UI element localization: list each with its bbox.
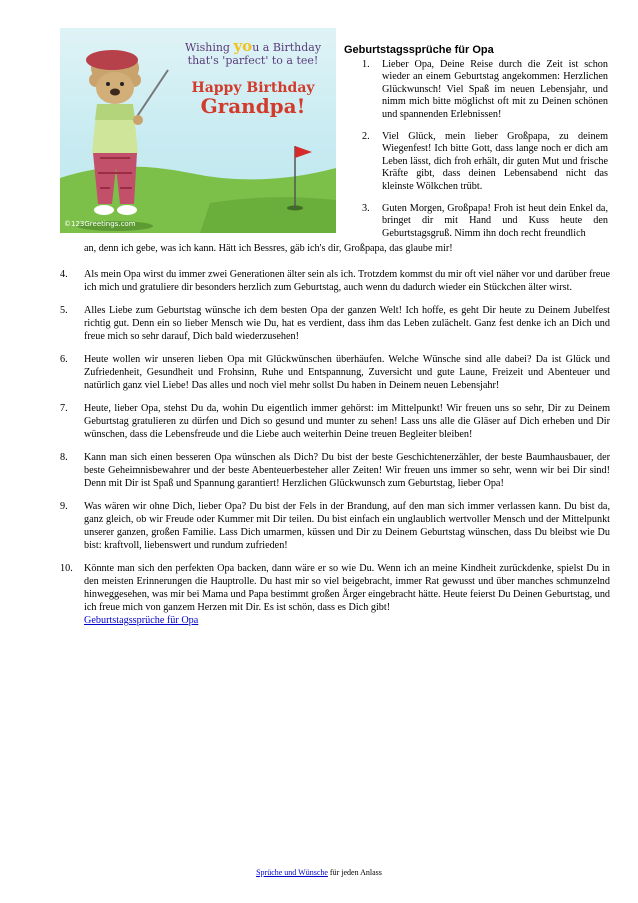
card-wish-line2: that's 'parfect' to a tee! [187,54,319,67]
item-number: 2. [362,131,370,143]
item-number: 6. [60,354,68,365]
card-grandpa: Grandpa! [200,94,306,118]
card-watermark: ©123Greetings.com [64,220,136,228]
item-number: 7. [60,403,68,414]
list-item [60,268,610,294]
item-text-block [84,562,610,627]
list-item [346,203,608,240]
item-text: Als mein Opa wirst du immer zwei Generationen älter sein als ich. Trotzdem kommst du mir oft viel näher vor und darüber freue ich mich und gratuliere dir besonders herzlich zum Geburtstag, auch wenn du dadurch wieder ein Stückchen älter wirst. [84,269,610,293]
item-3-continuation: an, denn ich gebe, was ich kann. Hätt ich Bessres, gäb ich's dir, Großpapa, das glaube mir! [84,243,453,254]
item-number: 10. [60,563,73,574]
item-number: 3. [362,203,370,215]
list-item [60,451,610,490]
page-footer [0,868,638,877]
item-text: Lieber Opa, Deine Reise durch die Zeit ist schon wieder an einem Geburtstag angekommen: Herzlichen Glückwunsch! Viel Spaß im neuen Lebensjahr, und nimm mich bitte möglichst oft mit zu Deinen schönen und spannenden Erlebnissen! [382,59,608,120]
card-wish-u: u [252,41,260,54]
item-text: Viel Glück, mein lieber Großpapa, zu deinem Wiegenfest! Ich bitte Gott, dass lange noch er dich am Leben lässt, dich froh erhält, dir guten Mut und frische Kräfte gibt, dass deinen Lebensabend nicht das kleinste Wölkchen trübt. [382,131,608,192]
item-text: Heute wollen wir unseren lieben Opa mit Glückwünschen überhäufen. Welche Wünsche sind alle dabei? Da ist Glück und Zufriedenheit, Gesundheit und Frohsinn, Ruhe und Entspannung, Zuversicht und gute Laune, Freizeit und Abenteuer und natürlich ganz viel Liebe! Das alles und noch viel mehr sollst Du haben in Deinem neuen Lebensjahr! [84,354,610,391]
list-item [60,402,610,441]
item-text: Könnte man sich den perfekten Opa backen, dann wäre er so wie Du. Wenn ich an meine Kindheit zurückdenke, spielst Du in den meisten Erinnerungen die Hauptrolle. Du hast mir so viel beigebracht, immer Rat gewusst und über manches schmunzelnd hinweggesehen, was mir bei Mama und Papa bestimmt großen Ärger eingebracht hätte. Heute feierst Du Deinen Geburtstag, und ich freue mich von ganzem Herzen mit Dir. Es ist schön, dass es Dich gibt! [84,563,611,613]
footer-text: für jeden Anlass [327,868,382,877]
geburtstagssprueche-link[interactable]: Geburtstagssprüche für Opa [84,615,199,626]
card-happy-birthday: Happy Birthday [191,80,315,96]
card-wish-line [178,37,328,67]
birthday-card-image [60,28,336,233]
side-list [346,59,608,250]
card-wish-after: a Birthday [259,41,322,54]
item-text: Alles Liebe zum Geburtstag wünsche ich dem besten Opa der ganzen Welt! Ich hoffe, es geht Dir heute zu Deinem Jubelfest richtig gut. Denn ein so lieber Mensch wie Du, hat es verdient, dass ihm das Leben zulächelt. Ganz fest denke ich an Dich und freue mich so sehr darauf, Dich bald wiederzusehen! [84,305,610,342]
list-item [346,59,608,121]
list-item [60,304,610,343]
list-item [60,353,610,392]
list-item [60,500,610,552]
card-wish-before: Wishing [184,41,234,54]
item-number: 9. [60,501,68,512]
list-item [60,562,610,627]
footer-link[interactable]: Sprüche und Wünsche [256,868,328,877]
item-text: Kann man sich einen besseren Opa wünschen als Dich? Du bist der beste Geschichtenerzähler, der beste Baumhausbauer, der beste Geheimnisbewahrer und der beste Abenteuerbesteher aller Zeiten! Wir freuen uns immer so sehr, wenn wir bei Dir sind! Denn mit Dir ist Spaß und Spannung garantiert! Herzlichen Glückwunsch zum Geburtstag, lieber Opa! [84,452,610,489]
list-item [346,131,608,193]
item-number: 4. [60,269,68,280]
page-title: Geburtstagssprüche für Opa [344,44,494,56]
item-text: Guten Morgen, Großpapa! Froh ist heut dein Enkel da, bringet dir mit Hand und Kuss heute den Geburtstagsgruß. Nimm ihn doch recht freundlich [382,203,608,239]
main-list [60,268,610,637]
item-number: 5. [60,305,68,316]
item-number: 1. [362,59,370,70]
item-text: Was wären wir ohne Dich, lieber Opa? Du bist der Fels in der Brandung, auf den man sich immer verlassen kann. Du bist da, ganz gleich, ob wir Freude oder Kummer mit Dir teilen. Du bist einfach ein unglaublich wertvoller Mensch und der Mittelpunkt unserer ganzen, großen Familie. Lass Dich umarmen, küssen und Dir zu Deinem Geburtstag wünschen, dass Du bleibst wie Du bist: kraftvoll, liebenswert und rundum zufrieden! [84,501,610,551]
card-wish-you: yo [233,37,253,55]
item-number: 8. [60,452,68,463]
item-text: Heute, lieber Opa, stehst Du da, wohin Du eigentlich immer gehörst: im Mittelpunkt! Wir freuen uns so sehr, Dir zu Deinem Geburtstag gratulieren zu dürfen und Dich so gesund und munter zu sehen! Lass uns alle die Gläser auf Dich erheben und Dir wünschen, dass die Lebensfreude und die Liebe auch weiterhin Deine treuen Begleiter bleiben! [84,403,610,440]
